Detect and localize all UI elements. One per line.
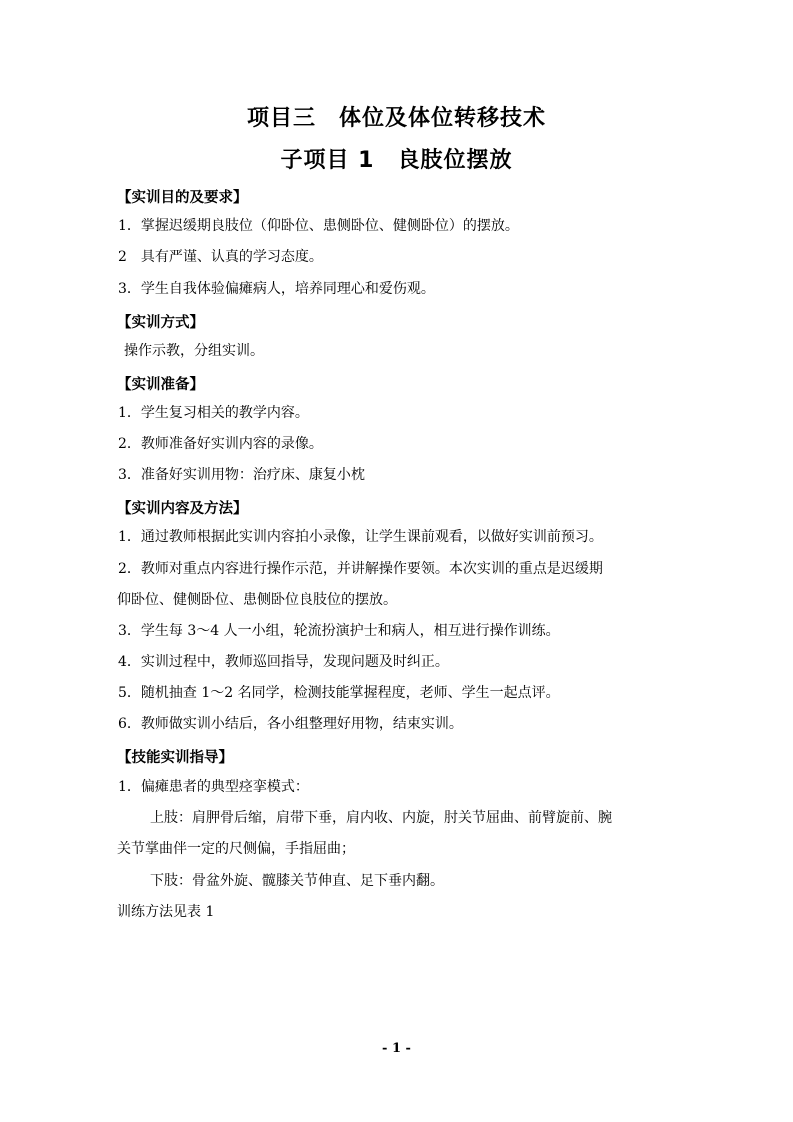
- guide-upper-limb-continued: 关节掌曲伴一定的尺侧偏，手指屈曲；: [117, 841, 355, 857]
- guide-lower-limb: 下肢：骨盆外旋、髋膝关节伸直、足下垂内翻。: [150, 873, 444, 889]
- content-item-2-continued: 仰卧位、健侧卧位、患侧卧位良肢位的摆放。: [117, 592, 397, 608]
- page-title: 项目三 体位及体位转移技术: [246, 106, 546, 131]
- guide-upper-limb: 上肢：肩胛骨后缩，肩带下垂，肩内收、内旋，肘关节屈曲、前臂旋前、腕: [150, 810, 612, 826]
- objective-item-3: 3．学生自我体验偏瘫病人，培养同理心和爱伤观。: [118, 281, 435, 297]
- section-heading-content: 【实训内容及方法】: [117, 501, 248, 517]
- page-number: - 1 -: [382, 1041, 411, 1056]
- content-item-4: 4．实训过程中，教师巡回指导，发现问题及时纠正。: [118, 654, 449, 670]
- preparation-item-1: 1．学生复习相关的教学内容。: [118, 405, 309, 421]
- preparation-item-2: 2．教师准备好实训内容的录像。: [118, 436, 323, 452]
- page-subtitle: 子项目 1 良肢位摆放: [280, 148, 513, 173]
- content-item-2: 2．教师对重点内容进行操作示范，并讲解操作要领。本次实训的重点是迟缓期: [118, 561, 603, 577]
- section-heading-objectives: 【实训目的及要求】: [117, 190, 248, 206]
- section-heading-method: 【实训方式】: [117, 315, 204, 331]
- content-item-6: 6．教师做实训小结后，各小组整理好用物，结束实训。: [118, 716, 463, 732]
- section-heading-skills-guide: 【技能实训指导】: [117, 750, 233, 766]
- content-item-5: 5．随机抽查 1～2 名同学，检测技能掌握程度，老师、学生一起点评。: [118, 685, 560, 701]
- objective-item-1: 1．掌握迟缓期良肢位（仰卧位、患侧卧位、健侧卧位）的摆放。: [118, 218, 519, 234]
- section-heading-preparation: 【实训准备】: [117, 377, 204, 393]
- objective-item-2: 2 具有严谨、认真的学习态度。: [118, 249, 323, 265]
- preparation-item-3: 3．准备好实训用物：治疗床、康复小枕: [118, 467, 365, 483]
- guide-item-1: 1．偏瘫患者的典型痉挛模式：: [118, 779, 309, 795]
- content-item-1: 1．通过教师根据此实训内容拍小录像，让学生课前观看，以做好实训前预习。: [118, 529, 603, 545]
- method-item-1: 操作示教，分组实训。: [124, 343, 264, 359]
- guide-table-reference: 训练方法见表 1: [117, 904, 215, 920]
- content-item-3: 3．学生每 3～4 人一小组，轮流扮演护士和病人，相互进行操作训练。: [118, 623, 560, 639]
